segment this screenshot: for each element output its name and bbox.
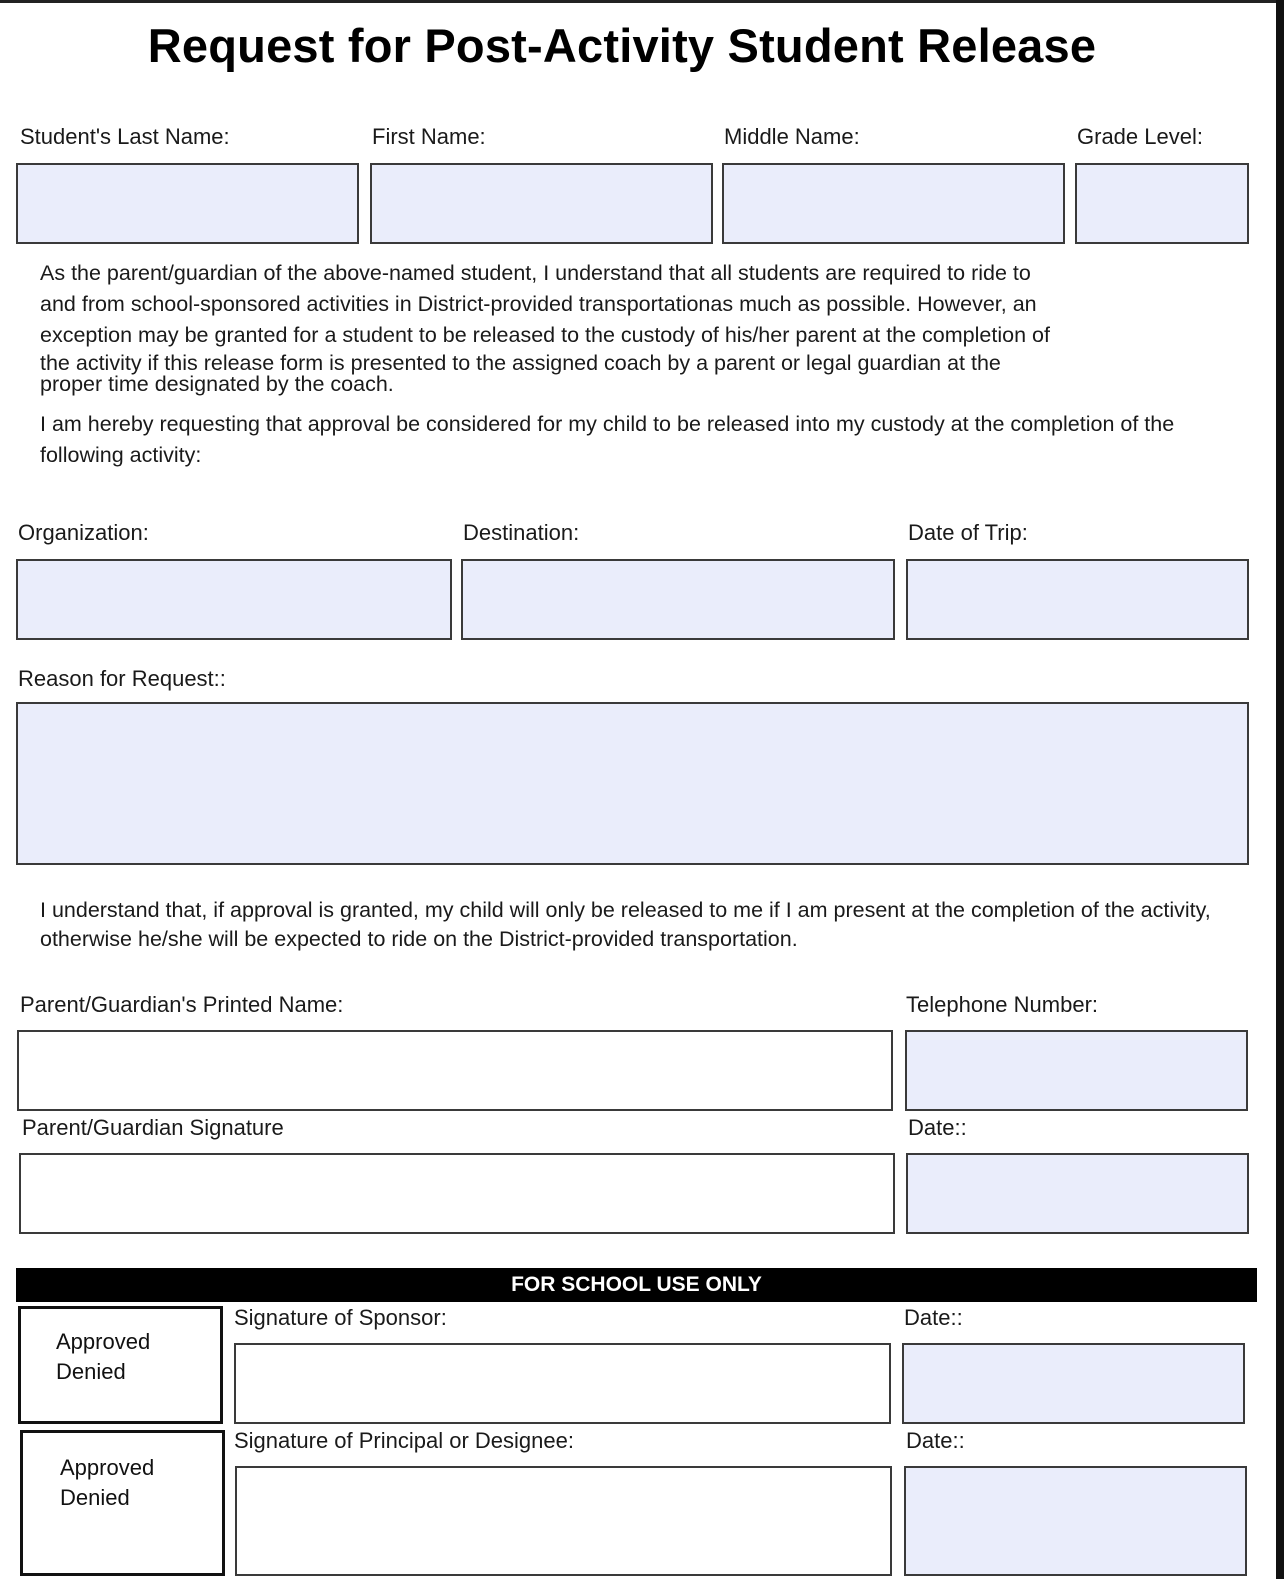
- sponsor-approval-status[interactable]: [18, 1306, 223, 1424]
- paragraph-line: As the parent/guardian of the above-named student, I understand that all students are required to ride to: [40, 261, 1031, 285]
- approved-option[interactable]: Approved: [56, 1329, 151, 1354]
- grade-level-field[interactable]: [1075, 163, 1249, 244]
- release-condition-paragraph: I understand that, if approval is granted, my child will only be released to me if I am present at the completion of the activity, otherwise he/she will be expected to ride on the District-provided transportation.: [40, 898, 1211, 951]
- denied-option[interactable]: Denied: [56, 1359, 126, 1384]
- destination-label: Destination:: [463, 520, 580, 545]
- parent-date-field[interactable]: [906, 1153, 1249, 1234]
- denied-option[interactable]: Denied: [60, 1485, 130, 1510]
- paragraph-line: exception may be granted for a student to be released to the custody of his/her parent at the completion of: [40, 323, 1050, 347]
- form-title: Request for Post-Activity Student Release: [147, 19, 1097, 72]
- request-paragraph: I am hereby requesting that approval be considered for my child to be released into my custody at the completion of the following activity:: [40, 412, 1175, 467]
- approved-option[interactable]: Approved: [60, 1455, 155, 1480]
- last-name-label: Student's Last Name:: [20, 124, 230, 149]
- sponsor-signature-field[interactable]: [234, 1343, 891, 1424]
- principal-approval-status[interactable]: [20, 1430, 225, 1576]
- reason-label: Reason for Request::: [18, 666, 226, 691]
- middle-name-field[interactable]: [722, 163, 1065, 244]
- middle-name-label: Middle Name:: [724, 124, 860, 149]
- principal-date-field[interactable]: [904, 1466, 1247, 1576]
- paragraph-line: the activity if this release form is presented to the assigned coach by a parent or legal guardian at the: [40, 351, 1001, 375]
- telephone-label: Telephone Number:: [906, 992, 1099, 1017]
- first-name-label: First Name:: [372, 124, 486, 149]
- organization-field[interactable]: [16, 559, 452, 640]
- telephone-field[interactable]: [905, 1030, 1248, 1111]
- reason-field[interactable]: [16, 702, 1249, 865]
- page-right-edge: [1276, 0, 1284, 1579]
- sponsor-date-field[interactable]: [902, 1343, 1245, 1424]
- printed-name-label: Parent/Guardian's Printed Name:: [20, 992, 344, 1017]
- paragraph-line: proper time designated by the coach.: [40, 372, 394, 396]
- sponsor-signature-label: Signature of Sponsor:: [234, 1305, 447, 1330]
- paragraph-line: and from school-sponsored activities in District-provided transportationas much as possible. However, an: [40, 292, 1037, 316]
- last-name-field[interactable]: [16, 163, 359, 244]
- principal-signature-label: Signature of Principal or Designee:: [234, 1428, 574, 1453]
- date-of-trip-label: Date of Trip:: [908, 520, 1028, 545]
- sponsor-date-label: Date::: [904, 1305, 963, 1330]
- grade-level-label: Grade Level:: [1077, 124, 1203, 149]
- page-top-edge: [0, 0, 1284, 3]
- parent-signature-label: Parent/Guardian Signature: [22, 1115, 284, 1140]
- organization-label: Organization:: [18, 520, 149, 545]
- destination-field[interactable]: [461, 559, 895, 640]
- first-name-field[interactable]: [370, 163, 713, 244]
- parent-acknowledgement-paragraph: [40, 258, 1240, 396]
- parent-signature-field[interactable]: [19, 1153, 895, 1234]
- printed-name-field[interactable]: [17, 1030, 893, 1111]
- principal-date-label: Date::: [906, 1428, 965, 1453]
- date-of-trip-field[interactable]: [906, 559, 1249, 640]
- principal-signature-field[interactable]: [235, 1466, 892, 1576]
- school-use-banner: FOR SCHOOL USE ONLY: [16, 1268, 1257, 1302]
- parent-date-label: Date::: [908, 1115, 967, 1140]
